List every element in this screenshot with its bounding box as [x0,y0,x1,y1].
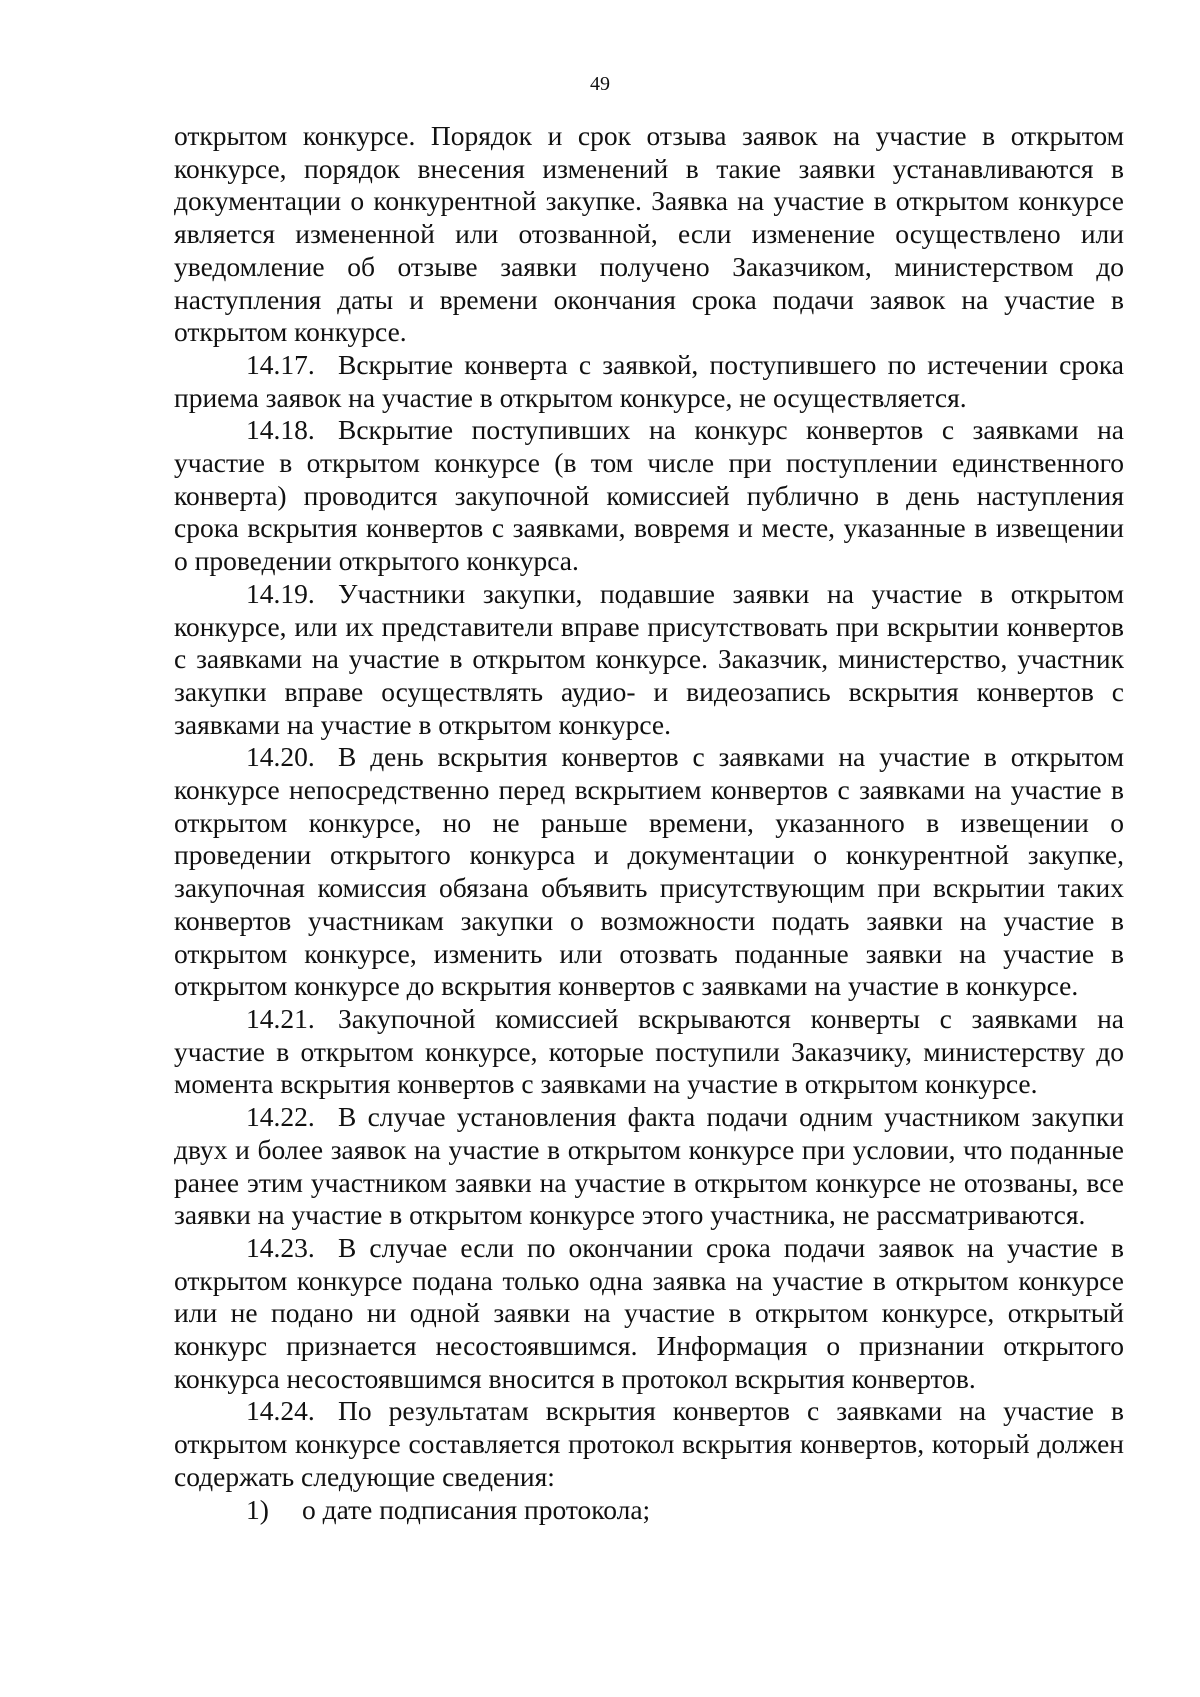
list-item-text: о дате подписания протокола; [302,1493,651,1525]
paragraph-text: открытом конкурсе. Порядок и срок отзыва заявок на участие в открытом конкурсе, порядок внесения изменений в такие заявки устанавливаются в документации о конкурентной закупке. Заявка на участие в открытом конкурсе является измененной или отозванной, если изменение осуществлено или уведомление об отзыве заявки получено Заказчиком, министерством до наступления даты и времени окончания срока подачи заявок на участие в открытом конкурсе. [174,120,1124,348]
paragraph-14-22 [174,1101,1124,1232]
paragraph-text: В случае установления факта подачи одним участником закупки двух и более заявок на участие в открытом конкурсе при условии, что поданные ранее этим участником заявки на участие в открытом конкурсе не отозваны, все заявки на участие в открытом конкурсе этого участника, не рассматриваются. [174,1101,1124,1231]
paragraph-number: 14.19. [246,577,315,609]
page-number: 49 [590,73,610,95]
paragraph-text: В случае если по окончании срока подачи заявок на участие в открытом конкурсе подана только одна заявка на участие в открытом конкурсе или не подано ни одной заявки на участие в открытом конкурсе, открытый конкурс признается несостоявшимся. Информация о признании открытого конкурса несостоявшимся вносится в протокол вскрытия конвертов. [174,1231,1124,1394]
paragraph-number: 14.18. [246,414,315,446]
paragraph-text: В день вскрытия конвертов с заявками на участие в открытом конкурсе непосредственно перед вскрытием конвертов с заявками на участие в открытом конкурсе, но не раньше времени, указанного в извещении о проведении открытого конкурса и документации о конкурентной закупке, закупочная комиссия обязана объявить присутствующим при вскрытии таких конвертов участникам закупки о возможности подать заявки на участие в открытом конкурсе, изменить или отозвать поданные заявки на участие в открытом конкурсе до вскрытия конвертов с заявками на участие в конкурсе. [174,741,1124,1002]
list-item-number: 1) [246,1493,269,1525]
paragraph-14-24 [174,1395,1124,1493]
paragraph-number: 14.20. [246,741,315,773]
paragraph-14-23 [174,1232,1124,1396]
paragraph-text: Участники закупки, подавшие заявки на участие в открытом конкурсе, или их представители вправе присутствовать при вскрытии конвертов с заявками на участие в открытом конкурсе. Заказчик, министерство, участник закупки вправе осуществлять аудио- и видеозапись вскрытия конвертов с заявками на участие в открытом конкурсе. [174,577,1124,740]
paragraph-14-20 [174,741,1124,1003]
paragraph-14-18 [174,414,1124,578]
paragraph-text: Закупочной комиссией вскрываются конверты с заявками на участие в открытом конкурсе, которые поступили Заказчику, министерству до момента вскрытия конвертов с заявками на участие в открытом конкурсе. [174,1002,1124,1100]
paragraph-continuation [174,120,1124,349]
list-item [174,1494,1124,1527]
paragraph-text: Вскрытие конверта с заявкой, поступившего по истечении срока приема заявок на участие в открытом конкурсе, не осуществляется. [174,348,1124,413]
paragraph-number: 14.21. [246,1002,315,1034]
paragraph-14-17 [174,349,1124,414]
paragraph-number: 14.17. [246,348,315,380]
paragraph-text: Вскрытие поступивших на конкурс конвертов с заявками на участие в открытом конкурсе (в том числе при поступлении единственного конверта) проводится закупочной комиссией публично в день наступления срока вскрытия конвертов с заявками, вовремя и месте, указанные в извещении о проведении открытого конкурса. [174,414,1124,577]
paragraph-14-19 [174,578,1124,742]
paragraph-number: 14.22. [246,1101,315,1133]
paragraph-number: 14.24. [246,1395,315,1427]
document-body [174,120,1124,1526]
paragraph-number: 14.23. [246,1231,315,1263]
paragraph-text: По результатам вскрытия конвертов с заявками на участие в открытом конкурсе составляется протокол вскрытия конвертов, который должен содержать следующие сведения: [174,1395,1124,1492]
paragraph-14-21 [174,1003,1124,1101]
